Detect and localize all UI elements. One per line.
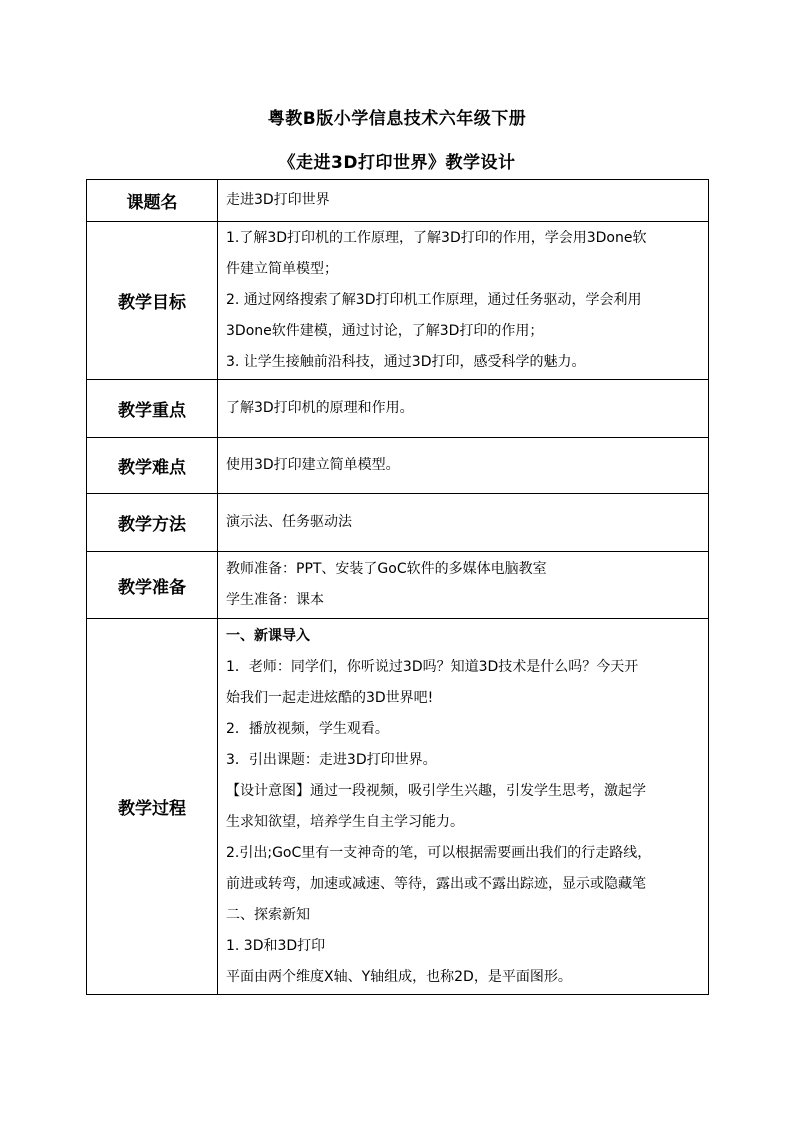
row-content (218, 222, 709, 380)
row-label: 教学难点 (87, 438, 218, 494)
content-line: 2.引出;GoC里有一支神奇的笔，可以根据需要画出我们的行走路线， (226, 844, 652, 861)
content-line: 1. 3D和3D打印 (226, 937, 326, 954)
table-row-topic (87, 180, 709, 222)
table-row-objectives (87, 222, 709, 380)
content-line: 前进或转弯，加速或减速、等待，露出或不露出踪迹，显示或隐藏笔 (226, 875, 646, 892)
content-line: 学生准备：课本 (226, 592, 324, 608)
content-line: 1.了解3D打印机的工作原理，了解3D打印的作用，学会用3Done软 (226, 230, 647, 246)
section-heading: 一、新课导入 (226, 627, 310, 644)
content-line: 2. 通过网络搜索了解3D打印机工作原理，通过任务驱动，学会利用 (226, 292, 642, 308)
row-label: 教学方法 (87, 494, 218, 552)
content-line: 3. 让学生接触前沿科技，通过3D打印，感受科学的魅力。 (226, 354, 586, 370)
row-content (218, 438, 709, 494)
row-content (218, 494, 709, 552)
row-label: 教学准备 (87, 552, 218, 619)
table-row-key-points (87, 380, 709, 438)
row-label: 教学目标 (87, 222, 218, 380)
content-line: 平面由两个维度X轴、Y轴组成，也称2D，是平面图形。 (226, 968, 572, 985)
content-line: 使用3D打印建立简单模型。 (226, 457, 400, 473)
content-line: 1．老师：同学们，你听说过3D吗？知道3D技术是什么吗？今天开 (226, 658, 639, 675)
row-label: 课题名 (87, 180, 218, 222)
table-row-process (87, 619, 709, 995)
content-line: 件建立简单模型； (226, 261, 338, 277)
document-title: 粤教B版小学信息技术六年级下册 (267, 109, 527, 129)
content-line: 走进3D打印世界 (226, 192, 330, 208)
content-line: 【设计意图】通过一段视频，吸引学生兴趣，引发学生思考，激起学 (226, 782, 646, 799)
content-line: 2．播放视频，学生观看。 (226, 720, 389, 737)
table-row-difficulties (87, 438, 709, 494)
lesson-plan-table (86, 179, 709, 995)
content-line: 演示法、任务驱动法 (226, 514, 352, 530)
table-row-preparation (87, 552, 709, 619)
content-line: 教师准备：PPT、安装了GoC软件的多媒体电脑教室 (226, 561, 547, 577)
section-heading: 二、探索新知 (226, 906, 310, 923)
row-content (218, 180, 709, 222)
row-label: 教学重点 (87, 380, 218, 438)
row-content (218, 619, 709, 995)
content-line: 始我们一起走进炫酷的3D世界吧! (226, 689, 434, 706)
document-subtitle: 《走进3D打印世界》教学设计 (278, 153, 516, 173)
row-content (218, 552, 709, 619)
content-line: 3．引出课题：走进3D打印世界。 (226, 751, 437, 768)
table-row-methods (87, 494, 709, 552)
content-line: 了解3D打印机的原理和作用。 (226, 400, 414, 416)
row-label: 教学过程 (87, 619, 218, 995)
content-line: 3Done软件建模，通过讨论，了解3D打印的作用； (226, 323, 544, 339)
row-content (218, 380, 709, 438)
content-line: 生求知欲望，培养学生自主学习能力。 (226, 813, 464, 830)
